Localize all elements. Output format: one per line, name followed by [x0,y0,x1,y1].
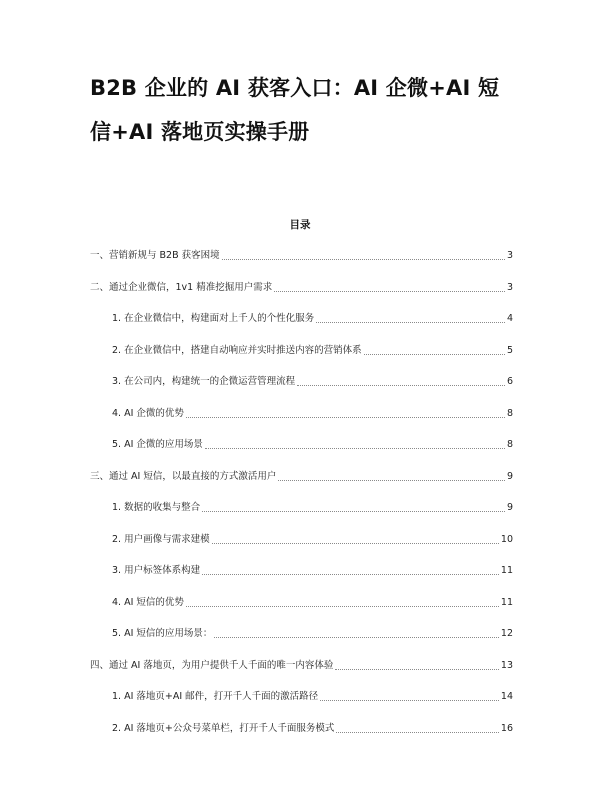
toc-dot-leader [320,700,499,701]
toc-entry[interactable] [112,626,513,642]
toc-entry-label: 1. AI 落地页+AI 邮件，打开千人千面的激活路径 [112,691,319,702]
toc-entry-page-number: 11 [500,596,513,608]
document-title-line-1: B2B 企业的 AI 获客入口：AI 企微+AI 短 [90,76,500,100]
toc-entry-label: 3. 用户标签体系构建 [112,565,201,576]
toc-entry-page-number: 13 [500,659,513,671]
toc-entry[interactable] [112,406,513,422]
toc-entry-page-number: 5 [506,344,513,356]
toc-entry-label: 2. 用户画像与需求建模 [112,533,210,545]
toc-entry[interactable] [112,343,513,359]
toc-entry-label: 二、通过企业微信，1v1 精准挖掘用户需求 [90,281,273,293]
toc-dot-leader [186,606,499,607]
toc-entry-label: 5. AI 企微的应用场景 [112,439,203,450]
toc-entry[interactable] [112,563,513,579]
toc-entry-label: 2. AI 落地页+公众号菜单栏，打开千人千面服务模式 [112,722,335,734]
toc-entry-label: 4. AI 企微的优势 [112,407,184,419]
toc-entry-label: 4. AI 短信的优势 [112,596,184,608]
toc-entry-label: 2. 在企业微信中，搭建自动响应并实时推送内容的营销体系 [112,344,362,356]
toc-entry[interactable] [112,437,513,453]
toc-entry[interactable] [90,469,513,485]
toc-dot-leader [214,637,499,638]
toc-entry[interactable] [90,658,513,674]
toc-entry[interactable] [112,532,513,548]
toc-entry-page-number: 14 [500,691,513,702]
toc-dot-leader [212,543,499,544]
toc-entry-label: 3. 在公司内，构建统一的企微运营管理流程 [112,376,296,387]
toc-entry[interactable] [112,595,513,611]
toc-entry-page-number: 6 [506,376,513,387]
toc-entry[interactable] [112,311,513,327]
toc-entry[interactable] [90,248,513,264]
toc-entry[interactable] [112,500,513,516]
toc-entry[interactable] [112,721,513,737]
toc-entry-page-number: 4 [506,313,513,324]
toc-entry-label: 四、通过 AI 落地页，为用户提供千人千面的唯一内容体验 [90,659,334,671]
toc-dot-leader [316,322,505,323]
document-title-line-2: 信+AI 落地页实操手册 [90,120,310,144]
toc-dot-leader [205,448,505,449]
toc-heading: 目录 [289,219,311,231]
toc-entry-page-number: 10 [500,533,513,545]
toc-dot-leader [278,480,505,481]
toc-entry-label: 三、通过 AI 短信，以最直接的方式激活用户 [90,470,277,482]
toc-entry-page-number: 11 [500,565,513,576]
toc-dot-leader [222,259,505,260]
toc-entry[interactable] [112,689,513,705]
toc-entry-page-number: 8 [506,439,513,450]
toc-entry-page-number: 3 [506,281,513,293]
toc-entry-label: 1. 在企业微信中，构建面对上千人的个性化服务 [112,313,315,324]
toc-entry-label: 5. AI 短信的应用场景： [112,628,213,639]
document-title [90,66,520,154]
toc-entry-label: 1. 数据的收集与整合 [112,502,201,513]
toc-dot-leader [186,417,505,418]
toc-dot-leader [297,385,505,386]
toc-dot-leader [202,574,499,575]
toc-dot-leader [202,511,505,512]
toc-dot-leader [274,291,505,292]
toc-entry[interactable] [112,374,513,390]
toc-dot-leader [336,732,499,733]
toc-entry-page-number: 9 [506,502,513,513]
toc-dot-leader [364,354,505,355]
toc-entry-page-number: 8 [506,407,513,419]
toc-dot-leader [335,669,499,670]
toc-entry-page-number: 9 [506,470,513,482]
toc-entry-page-number: 3 [506,250,513,261]
toc-entry-page-number: 16 [500,722,513,734]
toc-entry-label: 一、营销新规与 B2B 获客困境 [90,250,220,261]
toc-entry-page-number: 12 [500,628,513,639]
toc-entry[interactable] [90,280,513,296]
